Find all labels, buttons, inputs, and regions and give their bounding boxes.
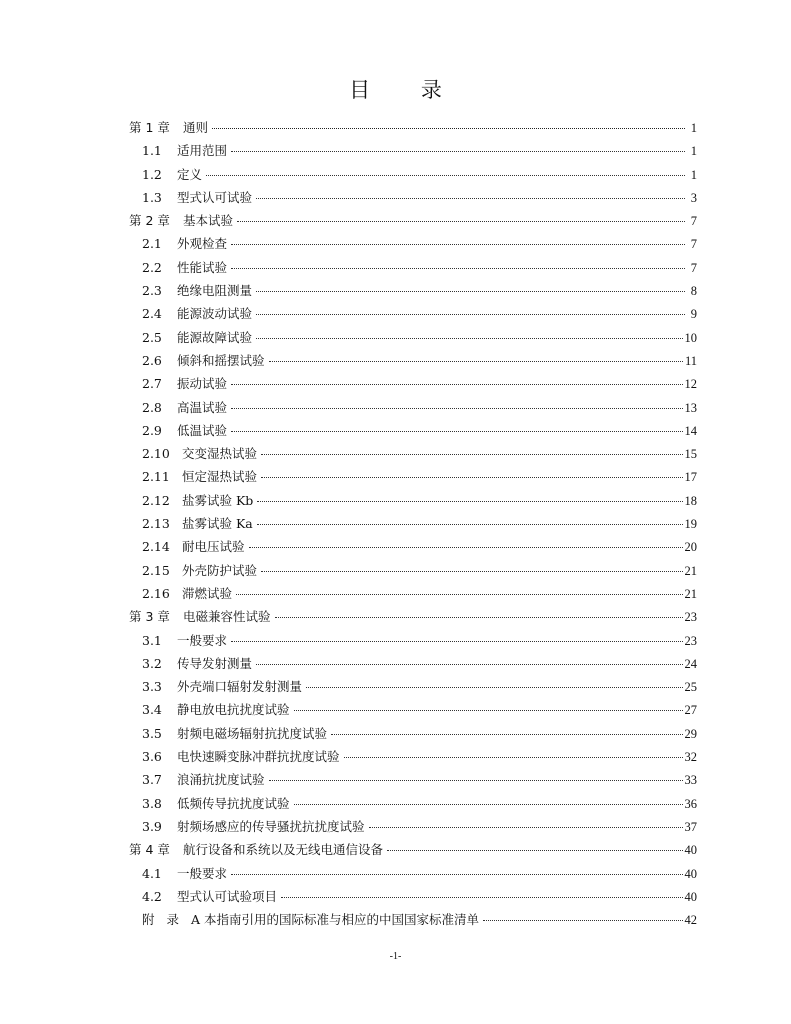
toc-entry-page: 23: [684, 633, 697, 648]
dot-leader: [269, 779, 683, 781]
toc-entry-page: 1: [690, 167, 697, 182]
toc-entry-label: 静电放电抗扰度试验: [177, 702, 290, 718]
dot-leader: [231, 430, 682, 432]
toc-entry-page: 42: [684, 913, 697, 928]
toc-entry-number: 1.1: [142, 143, 162, 159]
toc-entry-number: 第 3 章: [129, 609, 170, 625]
toc-entry-label: 基本试验: [183, 213, 234, 229]
toc-entry[interactable]: [129, 186, 697, 209]
toc-entry[interactable]: [129, 163, 697, 186]
toc-entry[interactable]: [129, 465, 697, 488]
toc-entry-page: 40: [684, 843, 697, 858]
dot-leader: [256, 337, 682, 339]
toc-entry-number: 4.1: [142, 865, 162, 881]
toc-entry-page: 8: [690, 284, 697, 299]
toc-entry-label: 电磁兼容性试验: [183, 609, 271, 625]
toc-entry-page: 40: [684, 866, 697, 881]
toc-entry[interactable]: [129, 768, 697, 791]
toc-entry-page: 11: [684, 353, 697, 368]
toc-entry-number: 附 录 A: [142, 912, 204, 928]
toc-entry[interactable]: [129, 256, 697, 279]
toc-entry-number: 2.9: [142, 422, 162, 438]
dot-leader: [256, 197, 685, 199]
toc-entry-label: 低温试验: [177, 422, 228, 438]
toc-entry-page: 7: [690, 237, 697, 252]
toc-entry-page: 10: [684, 330, 697, 345]
toc-entry[interactable]: [129, 302, 697, 325]
toc-entry-number: 2.3: [142, 283, 162, 299]
page-number: -1-: [389, 951, 402, 962]
page-title: 目 录: [349, 78, 464, 102]
toc-entry-number: 3.5: [142, 725, 162, 741]
toc-entry-label: 绝缘电阻测量: [177, 283, 253, 299]
toc-entry-page: 25: [684, 680, 697, 695]
toc-entry-page: 13: [684, 400, 697, 415]
dot-leader: [231, 407, 682, 409]
toc-entry-label: 一般要求: [177, 865, 228, 881]
toc-entry-page: 12: [684, 377, 697, 392]
toc-entry-page: 19: [684, 517, 697, 532]
toc-entry-label: 传导发射测量: [177, 655, 253, 671]
toc-entry-number: 3.3: [142, 679, 162, 695]
dot-leader: [206, 174, 685, 176]
toc-entry-number: 4.2: [142, 888, 162, 904]
dot-leader: [231, 150, 685, 152]
toc-entry[interactable]: [129, 349, 697, 372]
toc-entry-page: 36: [684, 796, 697, 811]
toc-entry-label: 外观检查: [177, 236, 228, 252]
toc-entry-label: 外壳端口辐射发射测量: [177, 679, 303, 695]
dot-leader: [344, 756, 683, 758]
toc-entry[interactable]: [129, 745, 697, 768]
dot-leader: [256, 663, 682, 665]
toc-entry[interactable]: [129, 792, 697, 815]
toc-entry[interactable]: [129, 722, 697, 745]
dot-leader: [387, 849, 682, 851]
toc-entry-page: 14: [684, 423, 697, 438]
toc-entry-label: 浪涌抗扰度试验: [177, 772, 265, 788]
toc-entry-label: 航行设备和系统以及无线电通信设备: [183, 842, 384, 858]
toc-entry-label: 低频传导抗扰度试验: [177, 795, 290, 811]
dot-leader: [281, 896, 682, 898]
toc-entry-label: 振动试验: [177, 376, 228, 392]
toc-entry-label: 电快速瞬变脉冲群抗扰度试验: [177, 749, 340, 765]
dot-leader: [261, 476, 682, 478]
dot-leader: [237, 220, 685, 222]
dot-leader: [231, 243, 685, 245]
dot-leader: [257, 523, 683, 525]
dot-leader: [212, 127, 685, 129]
toc-entry-page: 27: [684, 703, 697, 718]
toc-entry-label: 倾斜和摇摆试验: [177, 352, 265, 368]
dot-leader: [261, 570, 682, 572]
toc-entry-page: 1: [690, 121, 697, 135]
toc-entry-number: 2.10: [142, 446, 170, 462]
dot-leader: [231, 873, 682, 875]
toc-entry-page: 23: [684, 610, 697, 625]
dot-leader: [275, 616, 683, 618]
dot-leader: [483, 919, 682, 921]
toc-entry[interactable]: [129, 559, 697, 582]
toc-entry[interactable]: [129, 838, 697, 861]
toc-entry-number: 3.9: [142, 818, 162, 834]
toc-entry-page: 21: [684, 563, 697, 578]
toc-entry-number: 2.13: [142, 516, 170, 532]
toc-entry-label: 本指南引用的国际标准与相应的中国国家标准清单: [204, 912, 480, 928]
toc-entry-page: 3: [690, 190, 697, 205]
toc-entry-label: 盐雾试验 Ka: [182, 516, 253, 532]
toc-entry-page: 9: [690, 307, 697, 322]
toc-entry-label: 高温试验: [177, 399, 228, 415]
toc-entry-label: 能源故障试验: [177, 329, 253, 345]
toc-entry-label: 恒定湿热试验: [182, 469, 258, 485]
dot-leader: [306, 686, 682, 688]
toc-entry-number: 2.5: [142, 329, 162, 345]
toc-entry-page: 37: [684, 819, 697, 834]
toc-entry-label: 通则: [183, 120, 209, 135]
toc-entry-label: 性能试验: [177, 259, 228, 275]
toc-entry-page: 7: [690, 260, 697, 275]
dot-leader: [331, 733, 682, 735]
toc-entry[interactable]: [129, 652, 697, 675]
toc-entry-page: 40: [684, 889, 697, 904]
dot-leader: [269, 360, 683, 362]
toc-entry[interactable]: [129, 116, 697, 139]
toc-entry[interactable]: [129, 862, 697, 885]
toc-entry-number: 3.6: [142, 749, 162, 765]
toc-entry[interactable]: [129, 396, 697, 419]
toc-entry[interactable]: [129, 582, 697, 605]
toc-entry[interactable]: [129, 232, 697, 255]
toc-entry-number: 3.8: [142, 795, 162, 811]
dot-leader: [231, 267, 685, 269]
toc-entry-number: 2.1: [142, 236, 162, 252]
toc-entry-label: 射频电磁场辐射抗扰度试验: [177, 725, 328, 741]
dot-leader: [231, 640, 682, 642]
toc-entry-number: 2.15: [142, 562, 170, 578]
toc-entry[interactable]: [129, 326, 697, 349]
toc-entry-page: 24: [684, 656, 697, 671]
toc-entry-page: 18: [684, 493, 697, 508]
toc-entry[interactable]: [129, 815, 697, 838]
toc-entry-page: 32: [684, 750, 697, 765]
toc-entry[interactable]: [129, 372, 697, 395]
toc-entry-label: 型式认可试验: [177, 189, 253, 205]
dot-leader: [369, 826, 683, 828]
toc-entry-number: 2.16: [142, 585, 170, 601]
toc-entry-page: 15: [684, 447, 697, 462]
toc-entry-number: 2.2: [142, 259, 162, 275]
toc-entry[interactable]: [129, 605, 697, 628]
dot-leader: [231, 383, 682, 385]
toc-entry[interactable]: [129, 279, 697, 302]
toc-entry-number: 2.12: [142, 492, 170, 508]
toc-entry[interactable]: [129, 629, 697, 652]
toc-entry-label: 耐电压试验: [182, 539, 245, 555]
toc-entry[interactable]: [129, 535, 697, 558]
toc-entry-label: 射频场感应的传导骚扰抗扰度试验: [177, 818, 365, 834]
toc-entry[interactable]: [129, 675, 697, 698]
toc-entry-page: 33: [684, 773, 697, 788]
toc-entry-number: 第 1 章: [129, 120, 170, 135]
toc-entry-number: 第 4 章: [129, 842, 170, 858]
toc-entry[interactable]: [129, 209, 697, 232]
toc-entry-number: 2.4: [142, 306, 162, 322]
toc-entry-number: 3.7: [142, 772, 162, 788]
toc-entry[interactable]: [129, 512, 697, 535]
toc-entry[interactable]: [129, 489, 697, 512]
toc-entry-label: 盐雾试验 Kb: [182, 492, 254, 508]
toc-entry-number: 3.4: [142, 702, 162, 718]
toc-entry-number: 2.8: [142, 399, 162, 415]
toc-entry-label: 交变湿热试验: [182, 446, 258, 462]
toc-entry-label: 型式认可试验项目: [177, 888, 278, 904]
toc-entry-label: 外壳防护试验: [182, 562, 258, 578]
toc-entry-number: 2.14: [142, 539, 170, 555]
toc-entry-number: 3.2: [142, 655, 162, 671]
toc-entry-number: 1.3: [142, 189, 162, 205]
toc-entry-number: 2.11: [142, 469, 170, 485]
toc-entry[interactable]: [129, 698, 697, 721]
dot-leader: [249, 546, 683, 548]
toc-entry[interactable]: [129, 139, 697, 162]
dot-leader: [257, 500, 682, 502]
toc-entry-label: 能源波动试验: [177, 306, 253, 322]
toc-entry-page: 17: [684, 470, 697, 485]
dot-leader: [261, 453, 682, 455]
toc-entry-page: 20: [684, 540, 697, 555]
toc-entry-page: 21: [684, 586, 697, 601]
toc-entry[interactable]: [129, 908, 697, 931]
toc-entry-label: 一般要求: [177, 632, 228, 648]
toc-entry-label: 适用范围: [177, 143, 228, 159]
dot-leader: [294, 803, 683, 805]
toc-entry-page: 7: [690, 214, 697, 229]
dot-leader: [256, 290, 685, 292]
toc-entry[interactable]: [129, 419, 697, 442]
dot-leader: [294, 709, 683, 711]
toc-entry-number: 2.6: [142, 352, 162, 368]
toc-entry-page: 1: [690, 144, 697, 159]
toc-entry-number: 3.1: [142, 632, 162, 648]
toc-entry-label: 滞燃试验: [182, 585, 233, 601]
toc-entry[interactable]: [129, 885, 697, 908]
toc-entry[interactable]: [129, 442, 697, 465]
toc-entry-label: 定义: [177, 166, 203, 182]
toc-entry-number: 2.7: [142, 376, 162, 392]
table-of-contents: [129, 116, 697, 931]
toc-entry-number: 1.2: [142, 166, 162, 182]
toc-entry-page: 29: [684, 726, 697, 741]
dot-leader: [236, 593, 682, 595]
toc-entry-number: 第 2 章: [129, 213, 170, 229]
dot-leader: [256, 313, 685, 315]
